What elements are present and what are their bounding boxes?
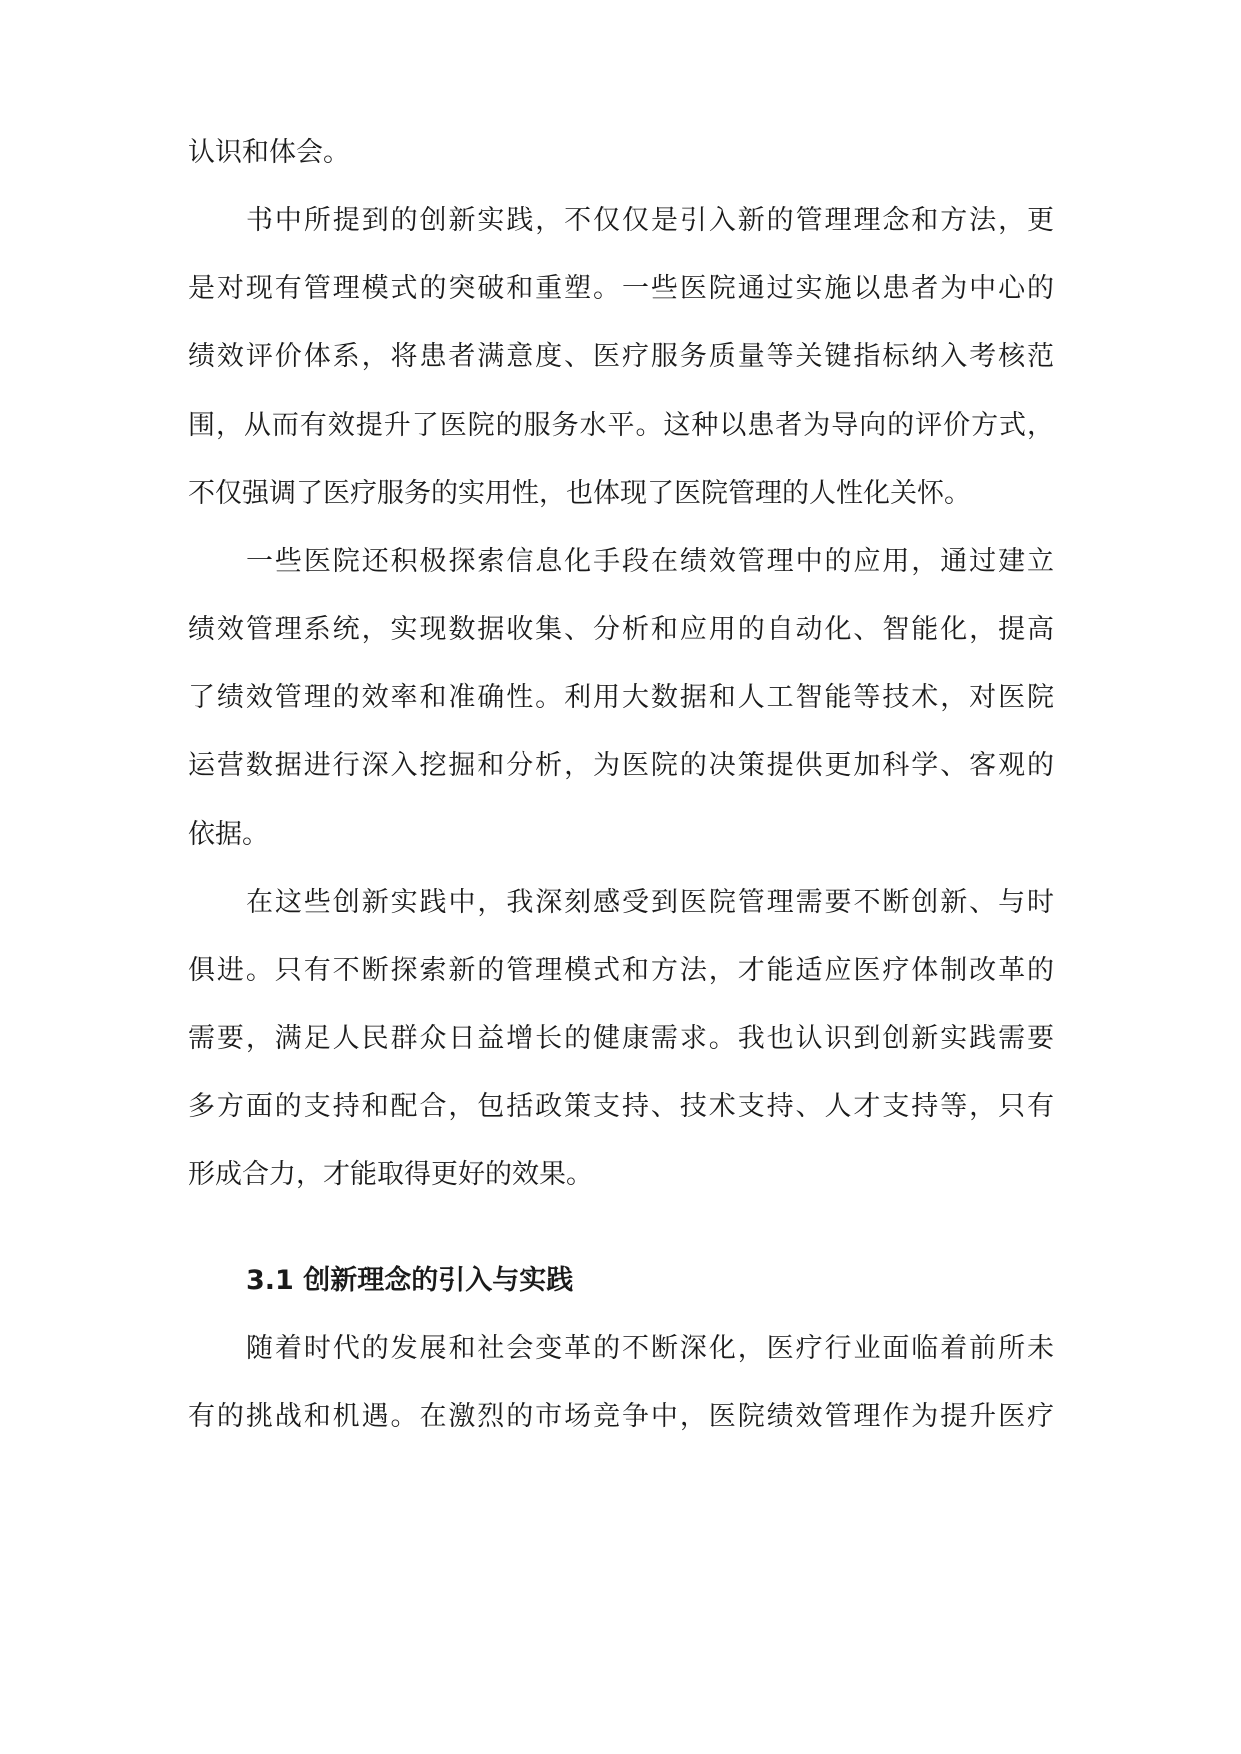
paragraph-first-line: 在这些创新实践中，我深刻感受到医院管理需要不断创新、与时 — [246, 887, 1054, 918]
text-line: 是对现有管理模式的突破和重塑。一些医院通过实施以患者为中心的 — [188, 273, 1054, 304]
text-line: 围，从而有效提升了医院的服务水平。这种以患者为导向的评价方式， — [188, 410, 1054, 441]
text-line: 形成合力，才能取得更好的效果。 — [188, 1159, 593, 1190]
paragraph-first-line: 一些医院还积极探索信息化手段在绩效管理中的应用，通过建立 — [246, 546, 1054, 577]
text-line: 认识和体会。 — [188, 137, 350, 168]
text-line: 绩效评价体系，将患者满意度、医疗服务质量等关键指标纳入考核范 — [188, 341, 1054, 372]
paragraph-first-line: 书中所提到的创新实践，不仅仅是引入新的管理理念和方法，更 — [246, 205, 1054, 236]
text-line: 运营数据进行深入挖掘和分析，为医院的决策提供更加科学、客观的 — [188, 750, 1054, 781]
text-line: 俱进。只有不断探索新的管理模式和方法，才能适应医疗体制改革的 — [188, 955, 1054, 986]
text-line: 绩效管理系统，实现数据收集、分析和应用的自动化、智能化，提高 — [188, 614, 1054, 645]
text-line: 有的挑战和机遇。在激烈的市场竞争中，医院绩效管理作为提升医疗 — [188, 1401, 1054, 1432]
text-line: 依据。 — [188, 819, 269, 850]
text-line: 了绩效管理的效率和准确性。利用大数据和人工智能等技术，对医院 — [188, 682, 1054, 713]
paragraph-first-line: 随着时代的发展和社会变革的不断深化，医疗行业面临着前所未 — [246, 1333, 1054, 1364]
text-line: 多方面的支持和配合，包括政策支持、技术支持、人才支持等，只有 — [188, 1091, 1054, 1122]
text-line: 需要，满足人民群众日益增长的健康需求。我也认识到创新实践需要 — [188, 1023, 1054, 1054]
text-line: 不仅强调了医疗服务的实用性，也体现了医院管理的人性化关怀。 — [188, 478, 971, 509]
section-heading: 3.1 创新理念的引入与实践 — [246, 1265, 574, 1296]
